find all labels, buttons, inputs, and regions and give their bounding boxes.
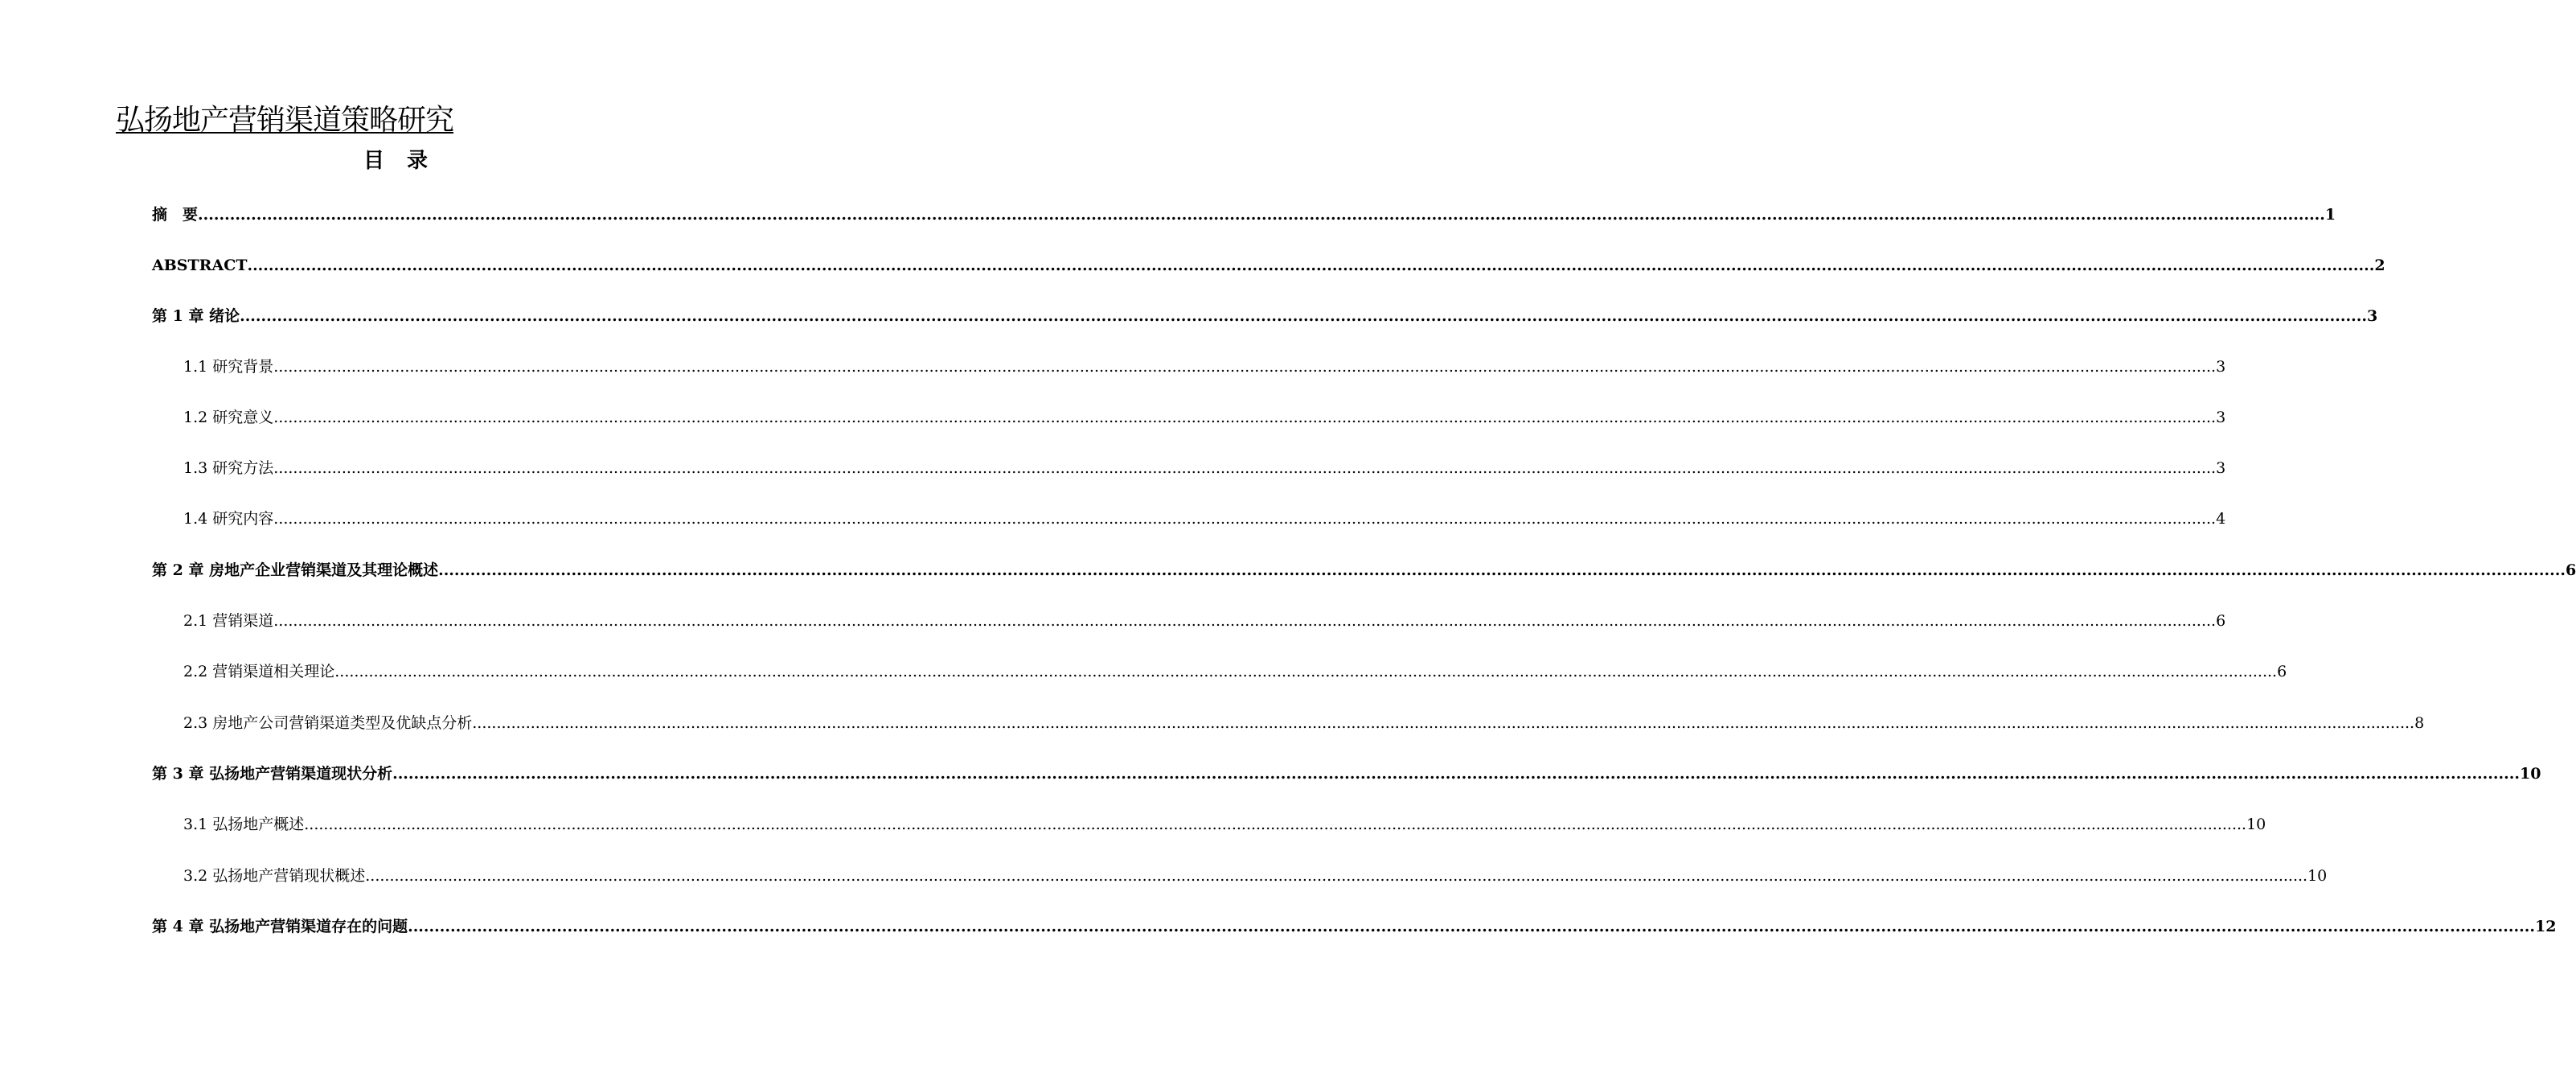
toc-entry-2-3[interactable] [183,711,2425,735]
toc-entry-chapter-3[interactable] [152,762,2541,786]
toc-entry-page: 6 [2565,561,2576,579]
toc-leader-dots: ................................................................................................................................................................................................................................................................................................................................................................................................................ [438,561,2566,579]
toc-leader-dots: ................................................................................................................................................................................................................................................................................................................................................................................................................ [472,714,2415,732]
toc-entry-page: 3 [2216,409,2226,426]
toc-entry-page: 6 [2216,612,2226,630]
toc-leader-dots: ................................................................................................................................................................................................................................................................................................................................................................................................................ [273,459,2217,477]
toc-leader-dots: ................................................................................................................................................................................................................................................................................................................................................................................................................ [365,867,2308,885]
toc-entry-label: 2.3 房地产公司营销渠道类型及优缺点分析 [183,714,473,732]
toc-entry-chapter-1[interactable] [152,304,2378,328]
toc-entry-page: 3 [2216,459,2226,477]
toc-entry-abstract-en[interactable] [152,253,2385,277]
toc-entry-label: 1.4 研究内容 [183,510,274,528]
toc-entry-page: 4 [2216,510,2226,528]
toc-entry-1-1[interactable] [183,355,2226,379]
toc-entry-label: 摘 要 [152,206,199,224]
document-title: 弘扬地产营销渠道策略研究 [116,104,454,137]
toc-entry-label: 1.2 研究意义 [183,409,274,426]
toc-leader-dots: ................................................................................................................................................................................................................................................................................................................................................................................................................ [304,816,2247,833]
toc-leader-dots: ................................................................................................................................................................................................................................................................................................................................................................................................................ [273,612,2217,630]
toc-leader-dots: ................................................................................................................................................................................................................................................................................................................................................................................................................ [273,358,2217,376]
toc-entry-label: 3.1 弘扬地产概述 [183,816,305,833]
toc-entry-label: 第 4 章 弘扬地产营销渠道存在的问题 [152,918,408,935]
toc-entry-page: 6 [2277,663,2287,680]
toc-leader-dots: ................................................................................................................................................................................................................................................................................................................................................................................................................ [247,257,2375,274]
toc-entry-3-2[interactable] [183,864,2328,888]
toc-leader-dots: ................................................................................................................................................................................................................................................................................................................................................................................................................ [273,510,2217,528]
toc-entry-page: 12 [2534,918,2557,935]
toc-entry-chapter-4[interactable] [152,915,2557,939]
toc-entry-1-3[interactable] [183,456,2226,480]
toc-entry-label: 第 3 章 弘扬地产营销渠道现状分析 [152,765,393,783]
toc-leader-dots: ................................................................................................................................................................................................................................................................................................................................................................................................................ [408,918,2535,935]
toc-entry-page: 3 [2366,307,2378,325]
toc-leader-dots: ................................................................................................................................................................................................................................................................................................................................................................................................................ [392,765,2520,783]
toc-entry-page: 10 [2246,816,2266,833]
toc-entry-page: 8 [2414,714,2425,732]
toc-entry-label: 第 2 章 房地产企业营销渠道及其理论概述 [152,561,439,579]
toc-entry-page: 3 [2216,358,2226,376]
toc-entry-label: 1.1 研究背景 [183,358,274,376]
toc-leader-dots: ................................................................................................................................................................................................................................................................................................................................................................................................................ [240,307,2367,325]
toc-entry-label: 3.2 弘扬地产营销现状概述 [183,867,366,885]
toc-entry-chapter-2[interactable] [152,558,2576,582]
toc-entry-page: 1 [2324,206,2336,224]
toc-entry-1-2[interactable] [183,405,2226,430]
toc-entry-page: 10 [2519,765,2541,783]
toc-entry-label: 1.3 研究方法 [183,459,274,477]
toc-entry-label: 2.1 营销渠道 [183,612,274,630]
toc-entry-2-2[interactable] [183,660,2287,684]
toc-entry-page: 10 [2307,867,2328,885]
toc-entry-label: 第 1 章 绪论 [152,307,240,325]
toc-leader-dots: ................................................................................................................................................................................................................................................................................................................................................................................................................ [334,663,2278,680]
toc-leader-dots: ................................................................................................................................................................................................................................................................................................................................................................................................................ [198,206,2325,224]
toc-entry-2-1[interactable] [183,609,2226,633]
toc-entry-label: 2.2 营销渠道相关理论 [183,663,335,680]
toc-heading: 目录 [363,149,450,173]
toc-entry-label: ABSTRACT [152,257,248,274]
toc-entry-page: 2 [2374,257,2385,274]
toc-entry-3-1[interactable] [183,812,2266,836]
toc-entry-1-4[interactable] [183,507,2226,531]
toc-leader-dots: ................................................................................................................................................................................................................................................................................................................................................................................................................ [273,409,2217,426]
toc-entry-abstract-cn[interactable] [152,203,2336,227]
